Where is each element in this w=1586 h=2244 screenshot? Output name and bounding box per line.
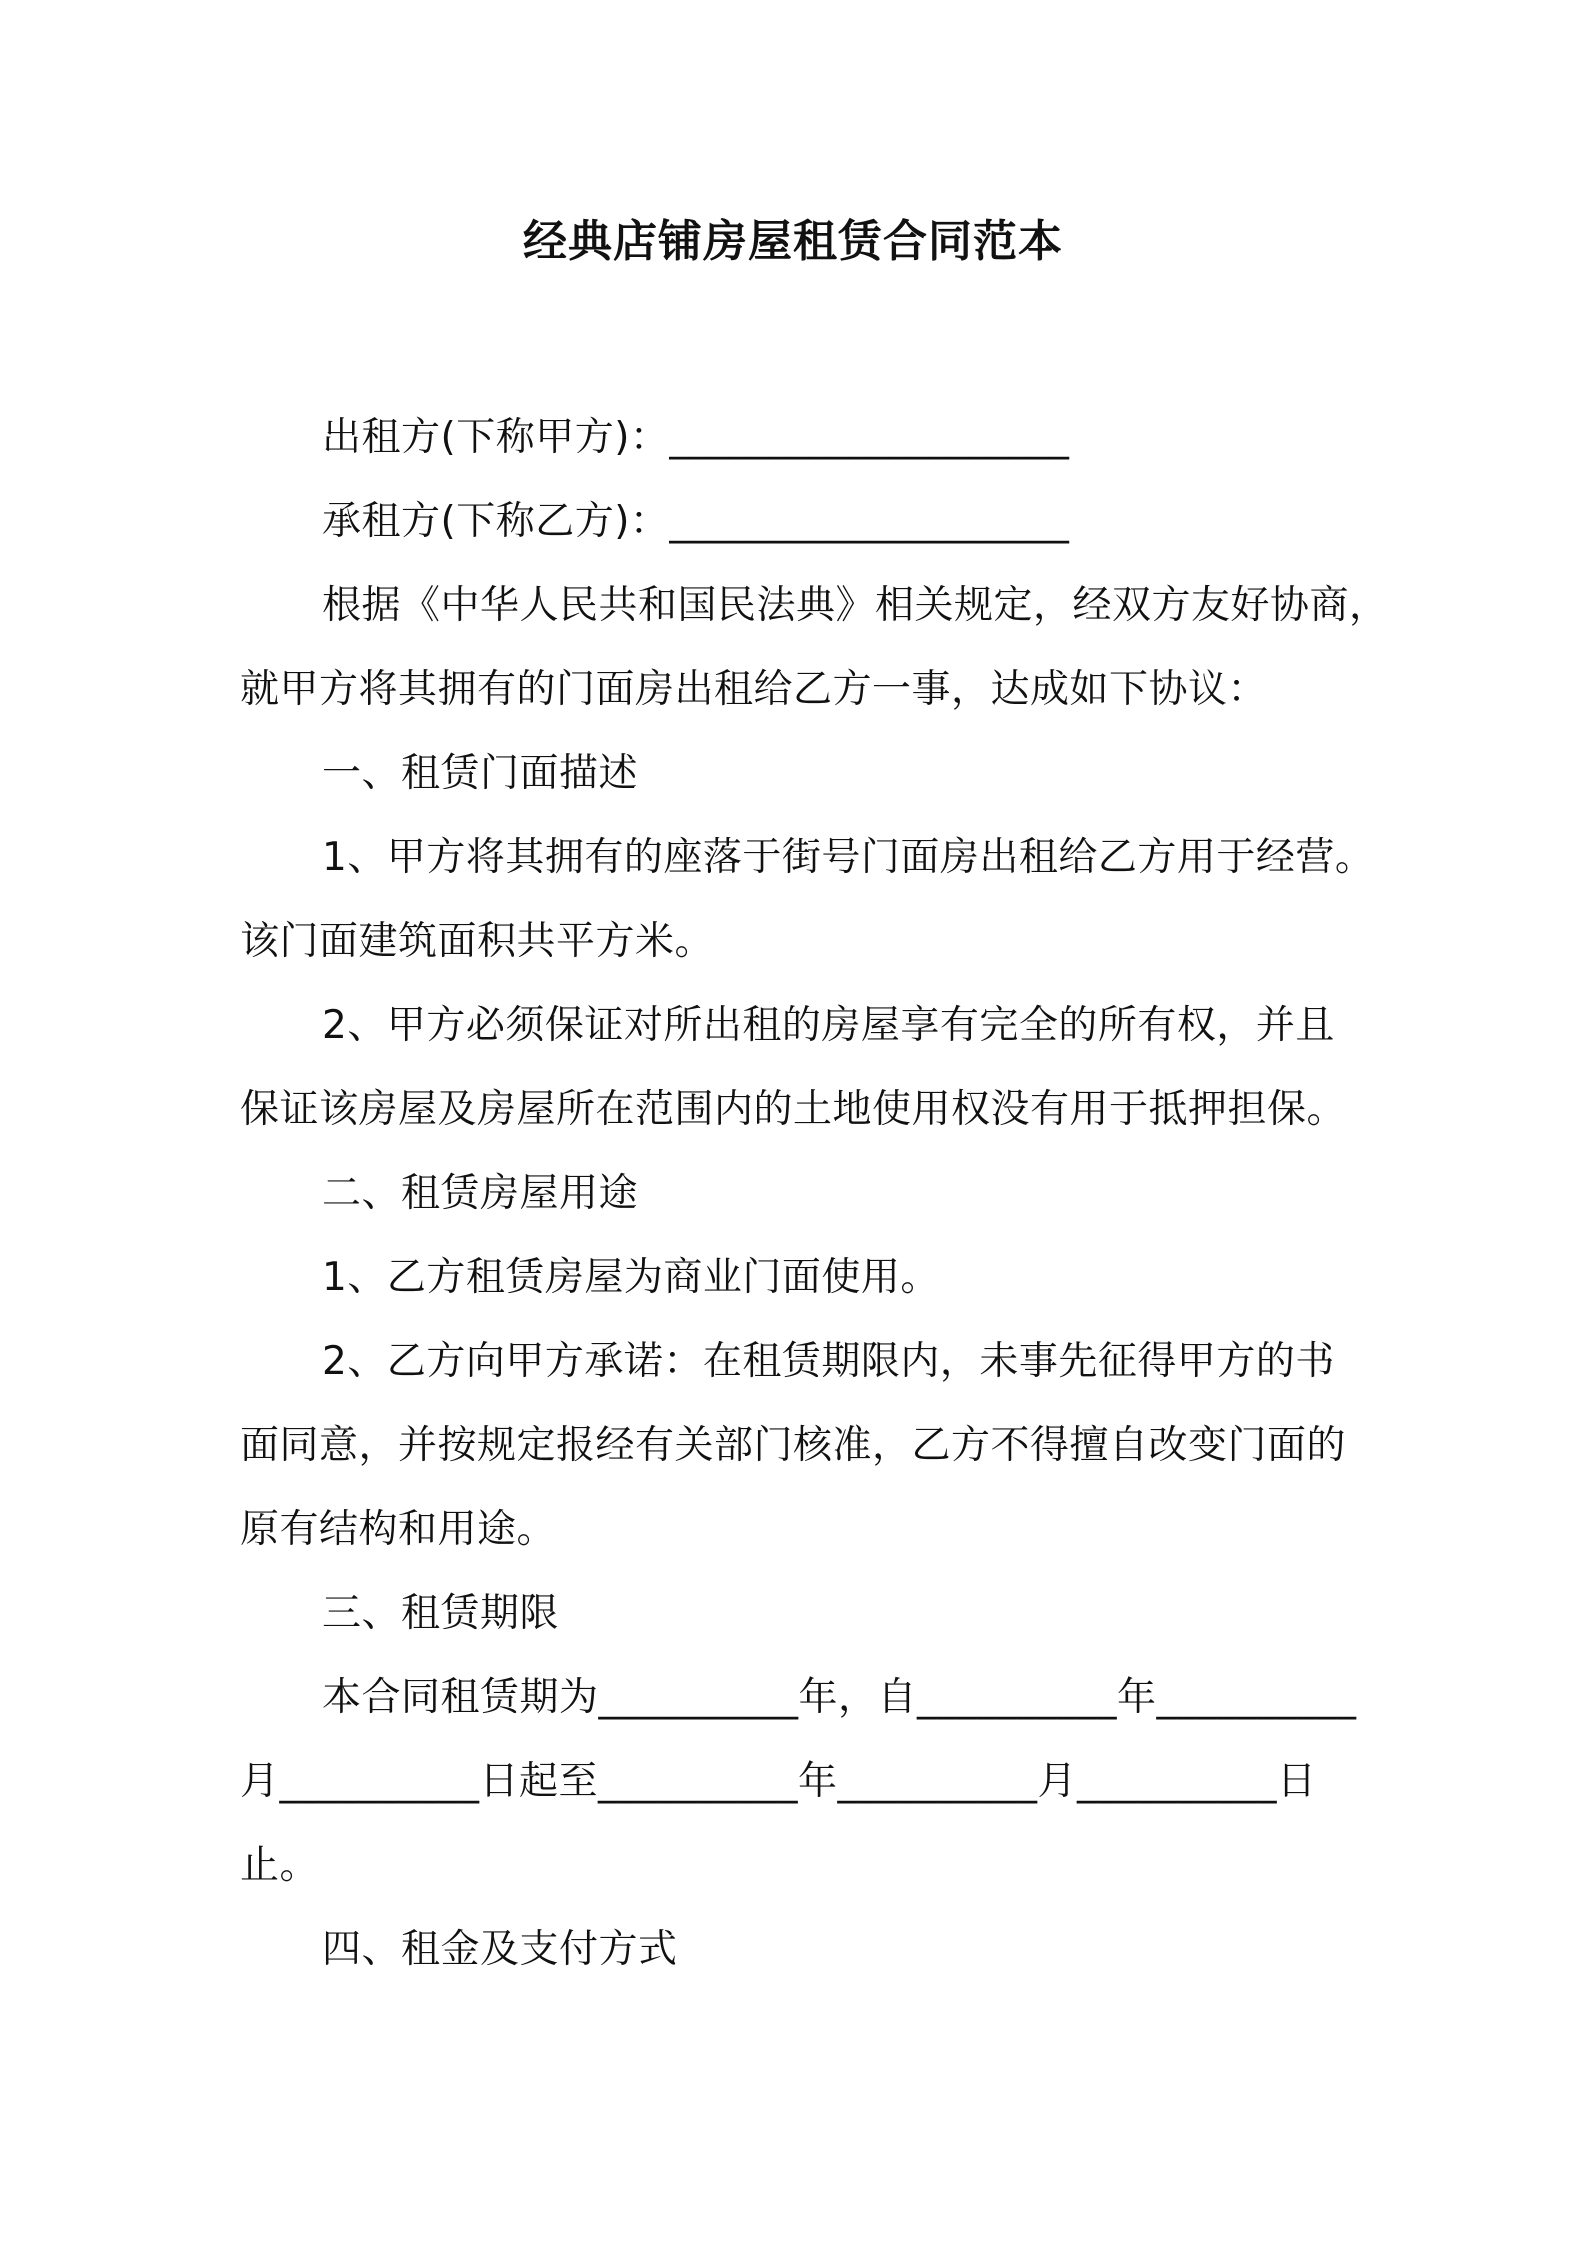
clause-1-1-line-1: 1、甲方将其拥有的座落于街号门面房出租给乙方用于经营。 [322, 835, 1375, 880]
clause-1-2-line-2: 保证该房屋及房屋所在范围内的土地使用权没有用于抵押担保。 [240, 1087, 1347, 1132]
term-line-1: 本合同租赁期为__________年，自__________年__________ [322, 1675, 1357, 1720]
section-heading-1: 一、租赁门面描述 [322, 751, 639, 796]
clause-1-1-line-2: 该门面建筑面积共平方米。 [240, 919, 715, 964]
clause-2-2-line-2: 面同意，并按规定报经有关部门核准，乙方不得擅自改变门面的 [240, 1423, 1347, 1468]
section-heading-2: 二、租赁房屋用途 [322, 1171, 639, 1216]
clause-1-2-line-1: 2、甲方必须保证对所出租的房屋享有完全的所有权，并且 [322, 1003, 1335, 1048]
section-heading-4: 四、租金及支付方式 [322, 1927, 678, 1972]
clause-2-2-line-1: 2、乙方向甲方承诺：在租赁期限内，未事先征得甲方的书 [322, 1339, 1335, 1384]
term-line-3: 止。 [240, 1843, 320, 1888]
lessor-line: 出租方(下称甲方)：____________________ [322, 415, 1070, 460]
lessee-line: 承租方(下称乙方)：____________________ [322, 499, 1070, 544]
document-title: 经典店铺房屋租赁合同范本 [523, 216, 1063, 267]
clause-2-1: 1、乙方租赁房屋为商业门面使用。 [322, 1255, 940, 1300]
section-heading-3: 三、租赁期限 [322, 1591, 560, 1636]
clause-2-2-line-3: 原有结构和用途。 [240, 1507, 557, 1552]
preamble-line-1: 根据《中华人民共和国民法典》相关规定，经双方友好协商， [322, 583, 1389, 628]
preamble-line-2: 就甲方将其拥有的门面房出租给乙方一事，达成如下协议： [240, 667, 1268, 712]
term-line-2: 月__________日起至__________年__________月__________日 [240, 1759, 1317, 1804]
